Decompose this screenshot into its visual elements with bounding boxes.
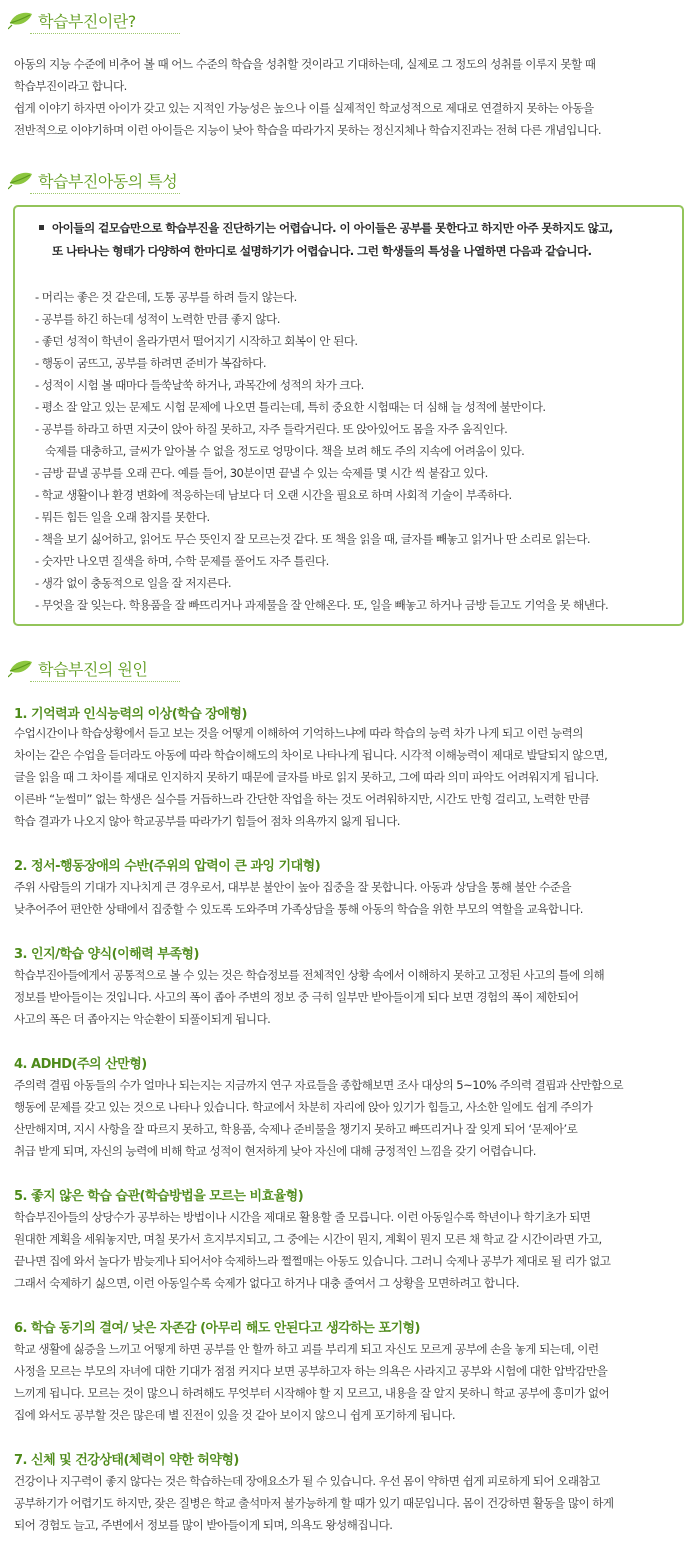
paragraph-line: 되어 경험도 늘고, 주변에서 정보를 많이 받아들이게 되며, 의욕도 왕성해집니다. [14,1518,393,1532]
cause-body [14,876,690,920]
paragraph-line: 취급 받게 되며, 자신의 능력에 비해 학교 성적이 현저하게 낮아 자신에 대해 긍정적인 느낌을 갖기 어렵습니다. [14,1144,536,1158]
paragraph-line: 쉽게 이야기 하자면 아이가 갖고 있는 지적인 가능성은 높으나 이를 실제적인 학교성적으로 제대로 연결하지 못하는 아동을 [14,101,594,115]
cause-title: 4. ADHD(주의 산만형) [14,1057,147,1072]
paragraph-line: 글을 읽을 때 그 차이를 제대로 인지하지 못하기 때문에 글자를 바로 읽지 못하고, 그에 따라 의미 파악도 어려워지게 됩니다. [14,770,599,784]
paragraph-line: 전반적으로 이야기하며 이런 아이들은 지능이 낮아 학습을 따라가지 못하는 정신지체나 학습지진과는 전혀 다른 개념입니다. [14,123,602,137]
section-what-is-body [14,53,690,141]
list-item: - 숫자만 나오면 질색을 하며, 수학 문제를 풀어도 자주 틀린다. [35,554,329,568]
cause-title: 2. 정서-행동장애의 수반(주위의 압력이 큰 과잉 기대형) [14,859,321,874]
paragraph-line: 이른바 “눈썰미” 없는 학생은 실수를 거듭하느라 간단한 작업을 하는 것도 어려워하지만, 시간도 만힝 걸리고, 노력한 만큼 [14,792,590,806]
list-item: - 성적이 시험 볼 때마다 들쑥날쑥 하거나, 과목간에 성적의 차가 크다. [35,378,364,392]
section-title-text: 학습부진아동의 특성 [38,171,178,191]
title-underline [30,33,180,34]
cause-title: 7. 신체 및 건강상태(체력이 약한 허약형) [14,1453,239,1468]
paragraph-line: 아동의 지능 수준에 비추어 볼 때 어느 수준의 학습을 성취할 것이라고 기대하는데, 실제로 그 정도의 성취를 이루지 못할 때 [14,57,596,71]
title-underline [30,681,180,682]
list-item: - 학교 생활이나 환경 변화에 적응하는데 남보다 더 오랜 시간을 필요로 하며 사회적 기술이 부족하다. [35,488,512,502]
intro-text: 아이들의 겉모습만으로 학습부진을 진단하기는 어렵습니다. 이 아이들은 공부를 못한다고 하지만 아주 못하지도 않고, [52,221,613,235]
paragraph-line: 학습부진이라고 합니다. [14,79,127,93]
paragraph-line: 주의력 결핍 아동들의 수가 얼마나 되는지는 지금까지 연구 자료들을 종합해보면 조사 대상의 5~10% 주의력 결핍과 산만함으로 [14,1078,623,1092]
paragraph-line: 주위 사람들의 기대가 지나치게 큰 경우로서, 대부분 불안이 높아 집중을 잘 못합니다. 아동과 상담을 통해 불안 수준을 [14,880,571,894]
section-what-is-title [8,5,136,35]
cause-body [14,1074,690,1162]
paragraph-line: 사정을 모르는 부모의 자녀에 대한 기대가 점점 커지다 보면 공부하고자 하는 의욕은 사라지고 공부와 시험에 대한 압박감만을 [14,1364,608,1378]
list-item: - 생각 없이 충동적으로 일을 잘 저지른다. [35,576,231,590]
paragraph-line: 수업시간이나 학습상황에서 듣고 보는 것을 어떻게 이해하여 기억하느냐에 따라 학습의 능력 차가 나게 되고 이런 능력의 [14,726,583,740]
section-title-text: 학습부진의 원인 [38,659,148,679]
leaf-icon [8,657,34,679]
characteristics-list [35,286,680,616]
intro-line: 또 나타나는 형태가 다양하여 한마디로 설명하기가 어렵습니다. 그런 학생들의 특성을 나열하면 다음과 같습니다. [52,244,592,258]
paragraph-line: 집에 와서도 공부할 것은 많은데 별 진전이 있을 것 같아 보이지 않으니 쉽게 포기하게 됩니다. [14,1408,456,1422]
cause-title: 1. 기억력과 인식능력의 이상(학습 장애형) [14,707,247,722]
cause-title: 5. 좋지 않은 학습 습관(학습방법을 모르는 비효율형) [14,1189,304,1204]
paragraph-line: 행동에 문제를 갖고 있는 것으로 나타나 있습니다. 학교에서 차분히 자리에 앉아 있기가 힘들고, 사소한 일에도 쉽게 주의가 [14,1100,593,1114]
characteristics-intro [39,217,679,263]
cause-body [14,722,690,832]
paragraph-line: 공부하기가 어렵기도 하지만, 잦은 질병은 학교 출석마저 불가능하게 할 때가 있기 때문입니다. 몸이 건강하면 활동을 많이 하게 [14,1496,614,1510]
cause-body [14,1470,690,1536]
paragraph-line: 끝나면 집에 와서 놀다가 밤늦게나 되어서야 숙제하느라 쩔쩔매는 아동도 있습니다. 그러니 숙제나 공부가 제대로 될 리가 없고 [14,1254,611,1268]
intro-line [39,217,679,240]
cause-title: 3. 인지/학습 양식(이해력 부족형) [14,947,199,962]
list-item: - 행동이 굼뜨고, 공부를 하려면 준비가 복잡하다. [35,356,267,370]
list-item: - 금방 끝낼 공부를 오래 끈다. 예를 들어, 30분이면 끝낼 수 있는 숙제를 몇 시간 씩 붙잡고 있다. [35,466,488,480]
cause-body [14,964,690,1030]
paragraph-line: 느끼게 됩니다. 모르는 것이 많으니 하려해도 무엇부터 시작해야 할 지 모르고, 내용을 잘 알지 못하니 학교 공부에 흥미가 없어 [14,1386,610,1400]
section-causes-title [8,653,147,683]
title-underline [30,193,180,194]
cause-title: 6. 학습 동기의 결여/ 낮은 자존감 (아무리 해도 안된다고 생각하는 포기형) [14,1321,420,1336]
list-item-continuation: 숙제를 대충하고, 글씨가 알아볼 수 없을 정도로 엉망이다. 책을 보려 해도 주의 지속에 어려움이 있다. [45,444,525,458]
paragraph-line: 산만해지며, 지시 사항을 잘 따르지 못하고, 학용품, 숙제나 준비물을 챙기지 못하고 빠뜨리거나 잘 잊게 되어 ‘문제아’로 [14,1122,578,1136]
paragraph-line: 원대한 계획을 세워놓지만, 며칠 못가서 흐지부지되고, 그 중에는 시간이 뭔지, 계획이 뭔지 모른 채 학교 갈 시간이라면 가고, [14,1232,602,1246]
paragraph-line: 낮추어주어 편안한 상태에서 집중할 수 있도록 도와주며 가족상담을 통해 아동의 학습을 위한 부모의 역할을 교육합니다. [14,902,583,916]
list-item: - 뭐든 힘든 일을 오래 참지를 못한다. [35,510,210,524]
paragraph-line: 건강이나 지구력이 좋지 않다는 것은 학습하는데 장애요소가 될 수 있습니다. 우선 몸이 약하면 쉽게 피로하게 되어 오래참고 [14,1474,600,1488]
section-characteristics-title [8,165,177,195]
square-bullet-icon [39,225,44,230]
list-item: - 평소 잘 알고 있는 문제도 시험 문제에 나오면 틀리는데, 특히 중요한 시험때는 더 심해 늘 성적에 불만이다. [35,400,546,414]
list-item: - 공부를 하라고 하면 지긋이 앉아 하질 못하고, 자주 들락거린다. 또 앉아있어도 몸을 자주 움직인다. [35,422,508,436]
cause-body [14,1338,690,1426]
paragraph-line: 그래서 숙제하기 싫으면, 이런 아동일수록 숙제가 없다고 하거나 대충 줄여서 그 상황을 모면하려고 합니다. [14,1276,519,1290]
list-item: - 좋던 성적이 학년이 올라가면서 떨어지기 시작하고 회복이 안 된다. [35,334,358,348]
paragraph-line: 학습부진아들에게서 공통적으로 볼 수 있는 것은 학습정보를 전체적인 상황 속에서 이해하지 못하고 고정된 사고의 틀에 의해 [14,968,605,982]
list-item: - 책을 보기 싫어하고, 읽어도 무슨 뜻인지 잘 모르는것 같다. 또 책을 읽을 때, 글자를 빼놓고 읽거나 딴 소리로 읽는다. [35,532,590,546]
characteristics-box [13,205,684,626]
list-item: - 무엇을 잘 잊는다. 학용품을 잘 빠뜨리거나 과제물을 잘 안해온다. 또, 일을 빼놓고 하거나 금방 듣고도 기억을 못 해낸다. [35,598,609,612]
paragraph-line: 학습부진아들의 상당수가 공부하는 방법이나 시간을 제대로 활용할 줄 모릅니다. 이런 아동일수록 학년이나 학기초가 되면 [14,1210,591,1224]
leaf-icon [8,9,34,31]
section-title-text: 학습부진이란? [38,11,136,31]
paragraph-line: 정보를 받아들이는 것입니다. 사고의 폭이 좁아 주변의 정보 중 극히 일부만 받아들이게 되다 보면 경험의 폭이 제한되어 [14,990,579,1004]
list-item: - 공부를 하긴 하는데 성적이 노력한 만큼 좋지 않다. [35,312,280,326]
paragraph-line: 학습 결과가 나오지 않아 학교공부를 따라가기 힘들어 점차 의욕까지 잃게 됩니다. [14,814,400,828]
cause-body [14,1206,690,1294]
paragraph-line: 차이는 같은 수업을 듣더라도 아동에 따라 학습이해도의 차이로 나타나게 됩니다. 시각적 이해능력이 제대로 발달되지 않으면, [14,748,608,762]
list-item: - 머리는 좋은 것 같은데, 도통 공부를 하려 들지 않는다. [35,290,297,304]
paragraph-line: 사고의 폭은 더 좁아지는 악순환이 되풀이되게 됩니다. [14,1012,271,1026]
paragraph-line: 학교 생활에 싫증을 느끼고 어떻게 하면 공부를 안 할까 하고 괴를 부리게 되고 자신도 모르게 공부에 손을 놓게 되는데, 이런 [14,1342,599,1356]
leaf-icon [8,169,34,191]
